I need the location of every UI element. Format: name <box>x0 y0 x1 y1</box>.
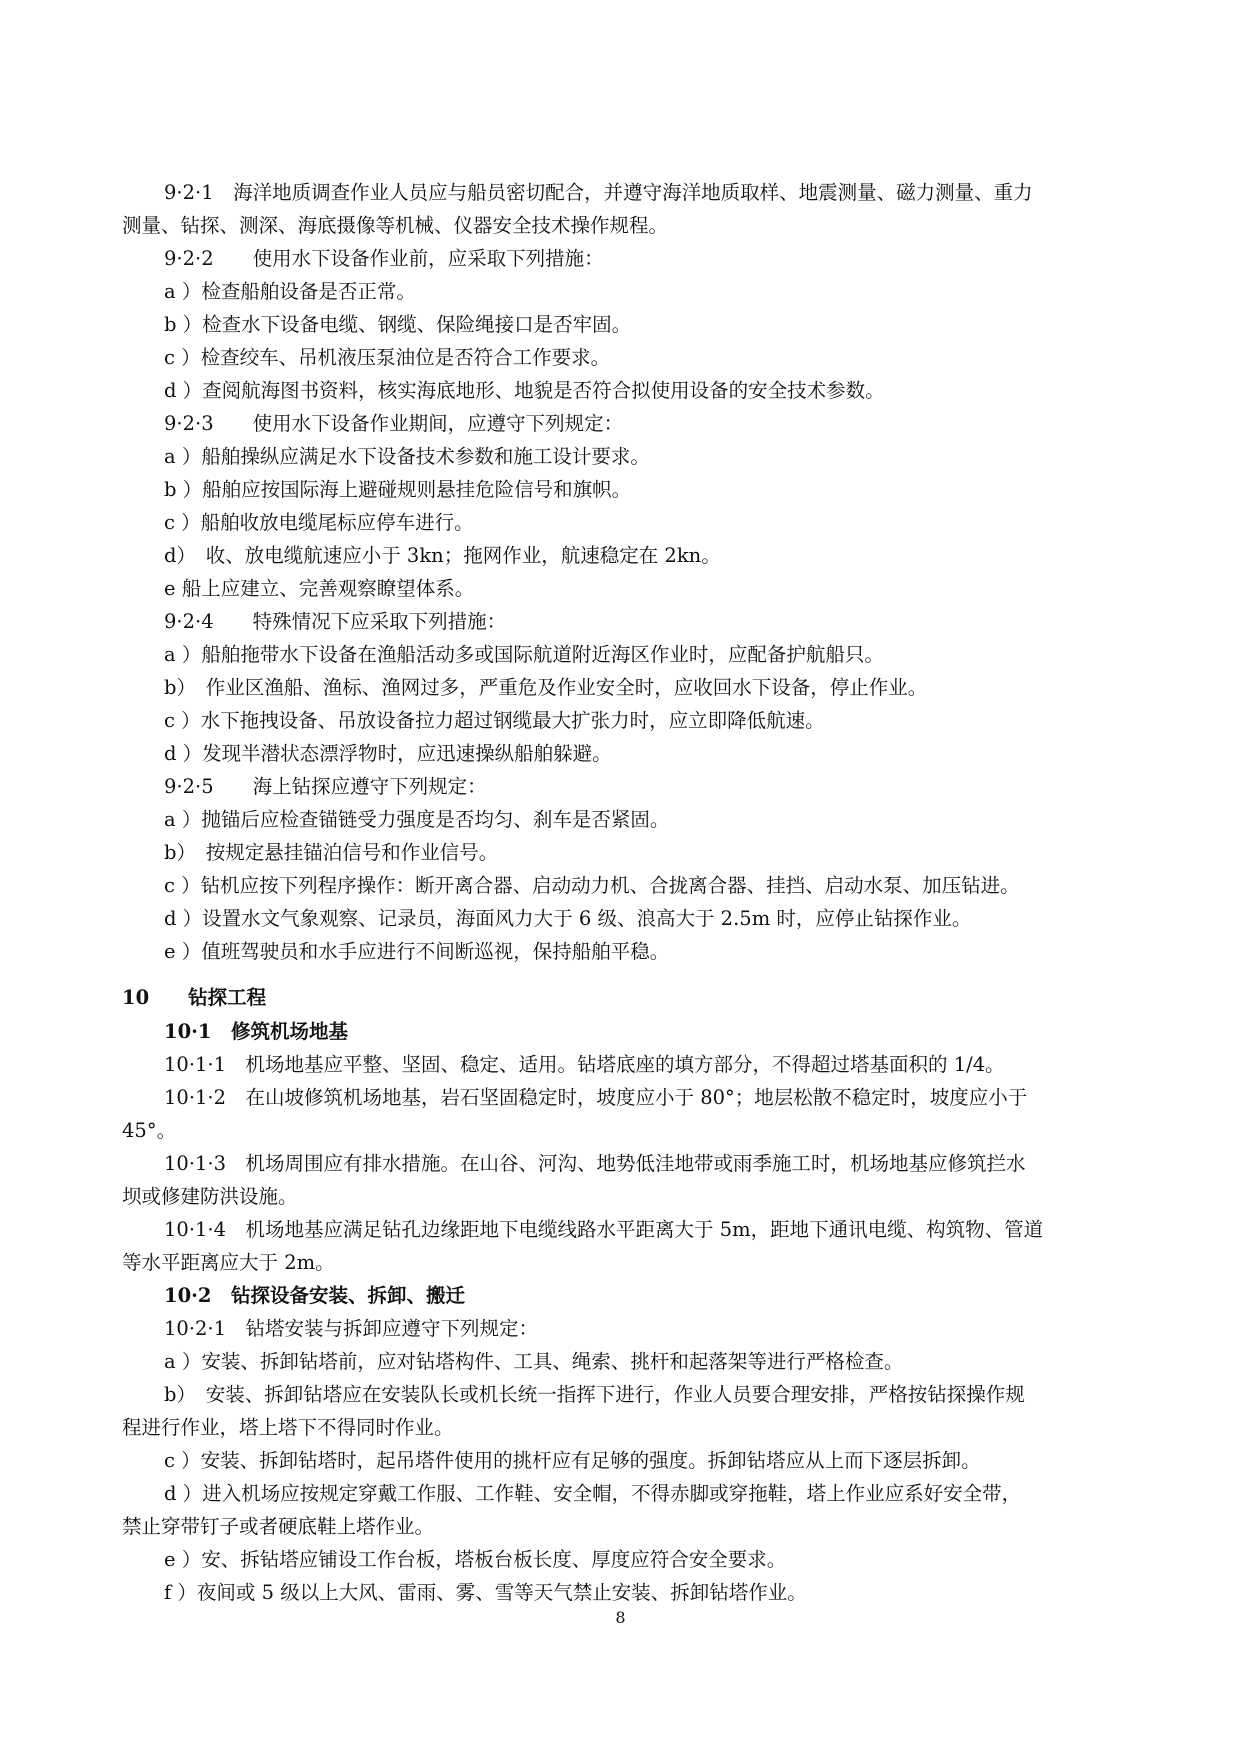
text-line: 10·2·1 钻塔安装与拆卸应遵守下列规定： <box>164 1317 539 1340</box>
text-line: 等水平距离应大于 2m。 <box>122 1251 335 1274</box>
text-line: e 船上应建立、完善观察瞭望体系。 <box>164 577 475 600</box>
text-line: d ）发现半潜状态漂浮物时，应迅速操纵船舶躲避。 <box>164 742 612 765</box>
text-line: d） 收、放电缆航速应小于 3kn；拖网作业，航速稳定在 2kn。 <box>164 544 721 567</box>
text-line: e ）值班驾驶员和水手应进行不间断巡视，保持船舶平稳。 <box>164 940 670 963</box>
subsection-heading: 10·2 钻探设备安装、拆卸、搬迁 <box>164 1284 465 1307</box>
text-line: f ）夜间或 5 级以上大风、雷雨、雾、雪等天气禁止安装、拆卸钻塔作业。 <box>164 1581 807 1604</box>
text-line: a ）安装、拆卸钻塔前，应对钻塔构件、工具、绳索、挑杆和起落架等进行严格检查。 <box>164 1350 904 1373</box>
text-line: a ）抛锚后应检查锚链受力强度是否均匀、刹车是否紧固。 <box>164 808 670 831</box>
text-line: 9·2·5 海上钻探应遵守下列规定： <box>164 775 487 798</box>
text-line: b ）检查水下设备电缆、钢缆、保险绳接口是否牢固。 <box>164 313 632 336</box>
text-line: 程进行作业，塔上塔下不得同时作业。 <box>122 1416 454 1439</box>
subsection-heading: 10·1 修筑机场地基 <box>164 1020 348 1043</box>
text-line: 45°。 <box>122 1119 177 1142</box>
text-line: c ）船舶收放电缆尾标应停车进行。 <box>164 511 474 534</box>
text-line: a ）检查船舶设备是否正常。 <box>164 280 416 303</box>
text-line: 测量、钻探、测深、海底摄像等机械、仪器安全技术操作规程。 <box>122 214 669 237</box>
text-line: e ）安、拆钻塔应铺设工作台板，塔板台板长度、厚度应符合安全要求。 <box>164 1548 787 1571</box>
text-line: c ）水下拖拽设备、吊放设备拉力超过钢缆最大扩张力时，应立即降低航速。 <box>164 709 825 732</box>
text-line: c ）检查绞车、吊机液压泵油位是否符合工作要求。 <box>164 346 611 369</box>
text-line: b） 作业区渔船、渔标、渔网过多，严重危及作业安全时，应收回水下设备，停止作业。 <box>164 676 928 699</box>
section-heading: 10 钻探工程 <box>122 986 267 1009</box>
text-line: 10·1·1 机场地基应平整、坚固、稳定、适用。钻塔底座的填方部分，不得超过塔基面积的 1/4。 <box>164 1053 1005 1076</box>
text-line: 坝或修建防洪设施。 <box>122 1185 298 1208</box>
text-line: 9·2·4 特殊情况下应采取下列措施： <box>164 610 507 633</box>
text-line: a ）船舶拖带水下设备在渔船活动多或国际航道附近海区作业时，应配备护航船只。 <box>164 643 884 666</box>
text-line: 9·2·1 海洋地质调查作业人员应与船员密切配合，并遵守海洋地质取样、地震测量、磁力测量、重力 <box>164 181 1033 204</box>
text-line: 10·1·4 机场地基应满足钻孔边缘距地下电缆线路水平距离大于 5m，距地下通讯电缆、构筑物、管道 <box>164 1218 1044 1241</box>
text-line: b ）船舶应按国际海上避碰规则悬挂危险信号和旗帜。 <box>164 478 632 501</box>
text-line: b） 按规定悬挂锚泊信号和作业信号。 <box>164 841 499 864</box>
text-line: d ）设置水文气象观察、记录员，海面风力大于 6 级、浪高大于 2.5m 时，应停止钻探作业。 <box>164 907 972 930</box>
text-line: 10·1·3 机场周围应有排水措施。在山谷、河沟、地势低洼地带或雨季施工时，机场地基应修筑拦水 <box>164 1152 1026 1175</box>
text-line: 10·1·2 在山坡修筑机场地基，岩石坚固稳定时，坡度应小于 80°；地层松散不稳定时，坡度应小于 <box>164 1086 1028 1109</box>
text-line: c ）安装、拆卸钻塔时，起吊塔件使用的挑杆应有足够的强度。拆卸钻塔应从上而下逐层拆卸。 <box>164 1449 981 1472</box>
text-line: d ）进入机场应按规定穿戴工作服、工作鞋、安全帽，不得赤脚或穿拖鞋，塔上作业应系好安全带， <box>164 1482 1022 1505</box>
text-line: c ）钻机应按下列程序操作：断开离合器、启动动力机、合拢离合器、挂挡、启动水泵、加压钻进。 <box>164 874 1020 897</box>
text-line: b） 安装、拆卸钻塔应在安装队长或机长统一指挥下进行，作业人员要合理安排，严格按钻探操作规 <box>164 1383 1025 1406</box>
text-line: 9·2·2 使用水下设备作业前，应采取下列措施： <box>164 247 604 270</box>
text-line: 禁止穿带钉子或者硬底鞋上塔作业。 <box>122 1515 435 1538</box>
text-line: 9·2·3 使用水下设备作业期间，应遵守下列规定： <box>164 412 624 435</box>
text-line: d ）查阅航海图书资料，核实海底地形、地貌是否符合拟使用设备的安全技术参数。 <box>164 379 885 402</box>
text-line: a ）船舶操纵应满足水下设备技术参数和施工设计要求。 <box>164 445 650 468</box>
page-number: 8 <box>615 1608 626 1627</box>
